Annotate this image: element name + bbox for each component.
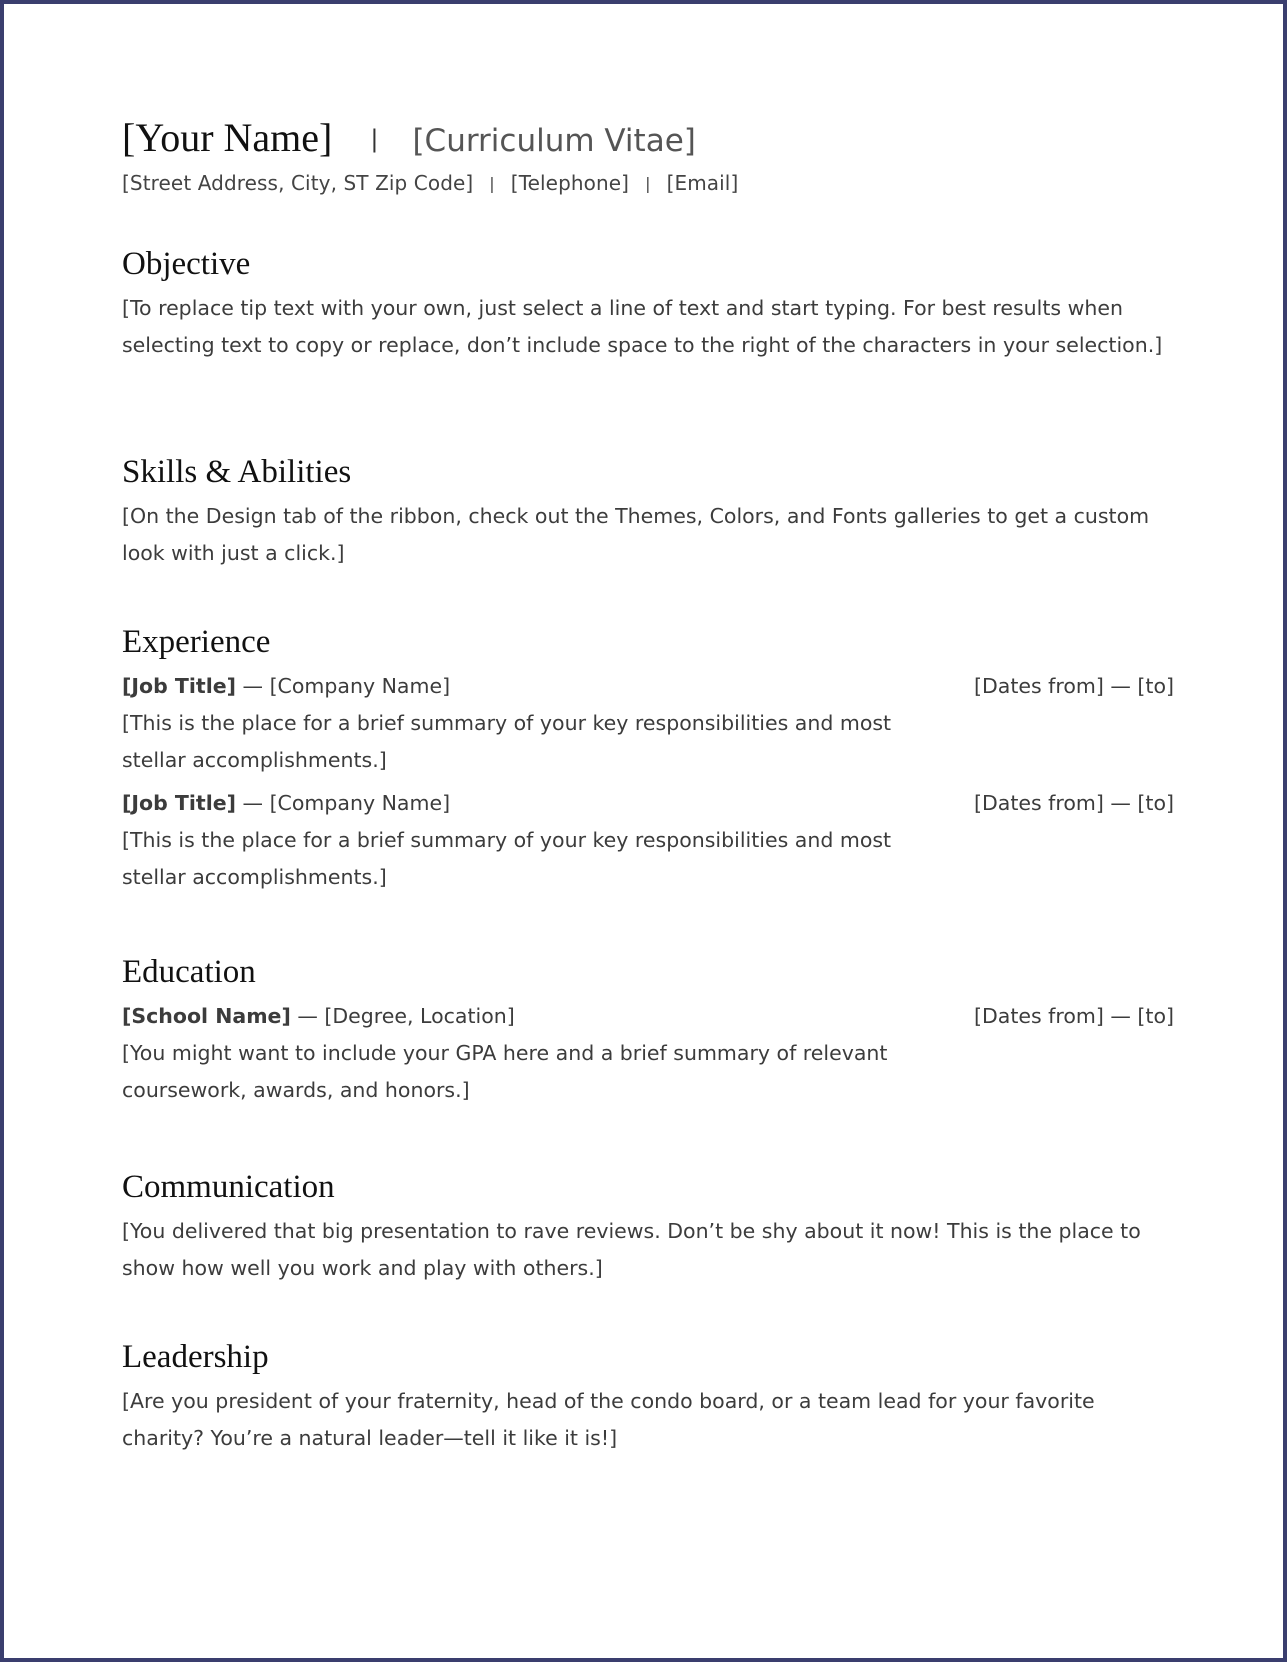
- entry-left: [122, 668, 450, 705]
- education-section: [122, 952, 1174, 1109]
- entry-line: [122, 785, 1174, 822]
- communication-text[interactable]: [You delivered that big presentation to rave reviews. Don’t be shy about it now! This is the place to show how well you work and play with others.]: [122, 1219, 1141, 1280]
- experience-section: [122, 622, 1174, 896]
- leadership-section: [122, 1337, 1174, 1457]
- entry-left: [122, 785, 450, 822]
- entry-line: [122, 668, 1174, 705]
- entry-description[interactable]: [This is the place for a brief summary of your key responsibilities and most stellar accomplishments.]: [122, 828, 892, 889]
- entry-dates[interactable]: [Dates from] — [to]: [973, 1004, 1174, 1028]
- entry-dates[interactable]: [Dates from] — [to]: [973, 791, 1174, 815]
- entry-description[interactable]: [This is the place for a brief summary of your key responsibilities and most stellar accomplishments.]: [122, 711, 892, 772]
- dash: —: [236, 674, 270, 698]
- telephone[interactable]: [Telephone]: [510, 171, 630, 195]
- school-name[interactable]: [School Name]: [122, 1004, 291, 1028]
- entry-description[interactable]: [You might want to include your GPA here and a brief summary of relevant coursework, awards, and honors.]: [122, 1041, 888, 1102]
- resume-page: [122, 114, 1174, 1450]
- title-separator: |: [370, 125, 379, 153]
- dash: —: [290, 1004, 325, 1028]
- objective-text[interactable]: [To replace tip text with your own, just select a line of text and start typing. For best results when selecting text to copy or replace, don’t include space to the right of the characters in your selection.]: [122, 296, 1163, 357]
- contact-separator: |: [645, 174, 651, 193]
- entry-dates[interactable]: [Dates from] — [to]: [973, 674, 1174, 698]
- document-title[interactable]: [Curriculum Vitae]: [412, 123, 696, 159]
- dash: —: [236, 791, 270, 815]
- entry-left: [122, 998, 515, 1035]
- communication-section: [122, 1167, 1174, 1287]
- skills-heading[interactable]: Skills & Abilities: [122, 454, 352, 490]
- leadership-heading[interactable]: Leadership: [122, 1339, 269, 1375]
- experience-heading[interactable]: Experience: [122, 624, 271, 660]
- experience-entry: [122, 785, 1174, 896]
- education-heading[interactable]: Education: [122, 954, 256, 990]
- email[interactable]: [Email]: [666, 171, 739, 195]
- contact-line: [122, 171, 1174, 195]
- job-title[interactable]: [Job Title]: [122, 674, 237, 698]
- degree-location[interactable]: [Degree, Location]: [324, 1004, 515, 1028]
- objective-section: [122, 244, 1174, 364]
- skills-section: [122, 452, 1174, 572]
- communication-heading[interactable]: Communication: [122, 1169, 335, 1205]
- education-entry: [122, 998, 1174, 1109]
- contact-separator: |: [489, 174, 495, 193]
- entry-line: [122, 998, 1174, 1035]
- company-name[interactable]: [Company Name]: [269, 791, 451, 815]
- title-row: [122, 114, 1174, 161]
- street-address[interactable]: [Street Address, City, ST Zip Code]: [122, 171, 474, 195]
- job-title[interactable]: [Job Title]: [122, 791, 237, 815]
- leadership-text[interactable]: [Are you president of your fraternity, head of the condo board, or a team lead for your favorite charity? You’re a natural leader—tell it like it is!]: [122, 1389, 1095, 1450]
- objective-heading[interactable]: Objective: [122, 246, 251, 282]
- skills-text[interactable]: [On the Design tab of the ribbon, check out the Themes, Colors, and Fonts galleries to get a custom look with just a click.]: [122, 504, 1150, 565]
- experience-entry: [122, 668, 1174, 779]
- company-name[interactable]: [Company Name]: [269, 674, 451, 698]
- your-name[interactable]: [Your Name]: [122, 115, 333, 160]
